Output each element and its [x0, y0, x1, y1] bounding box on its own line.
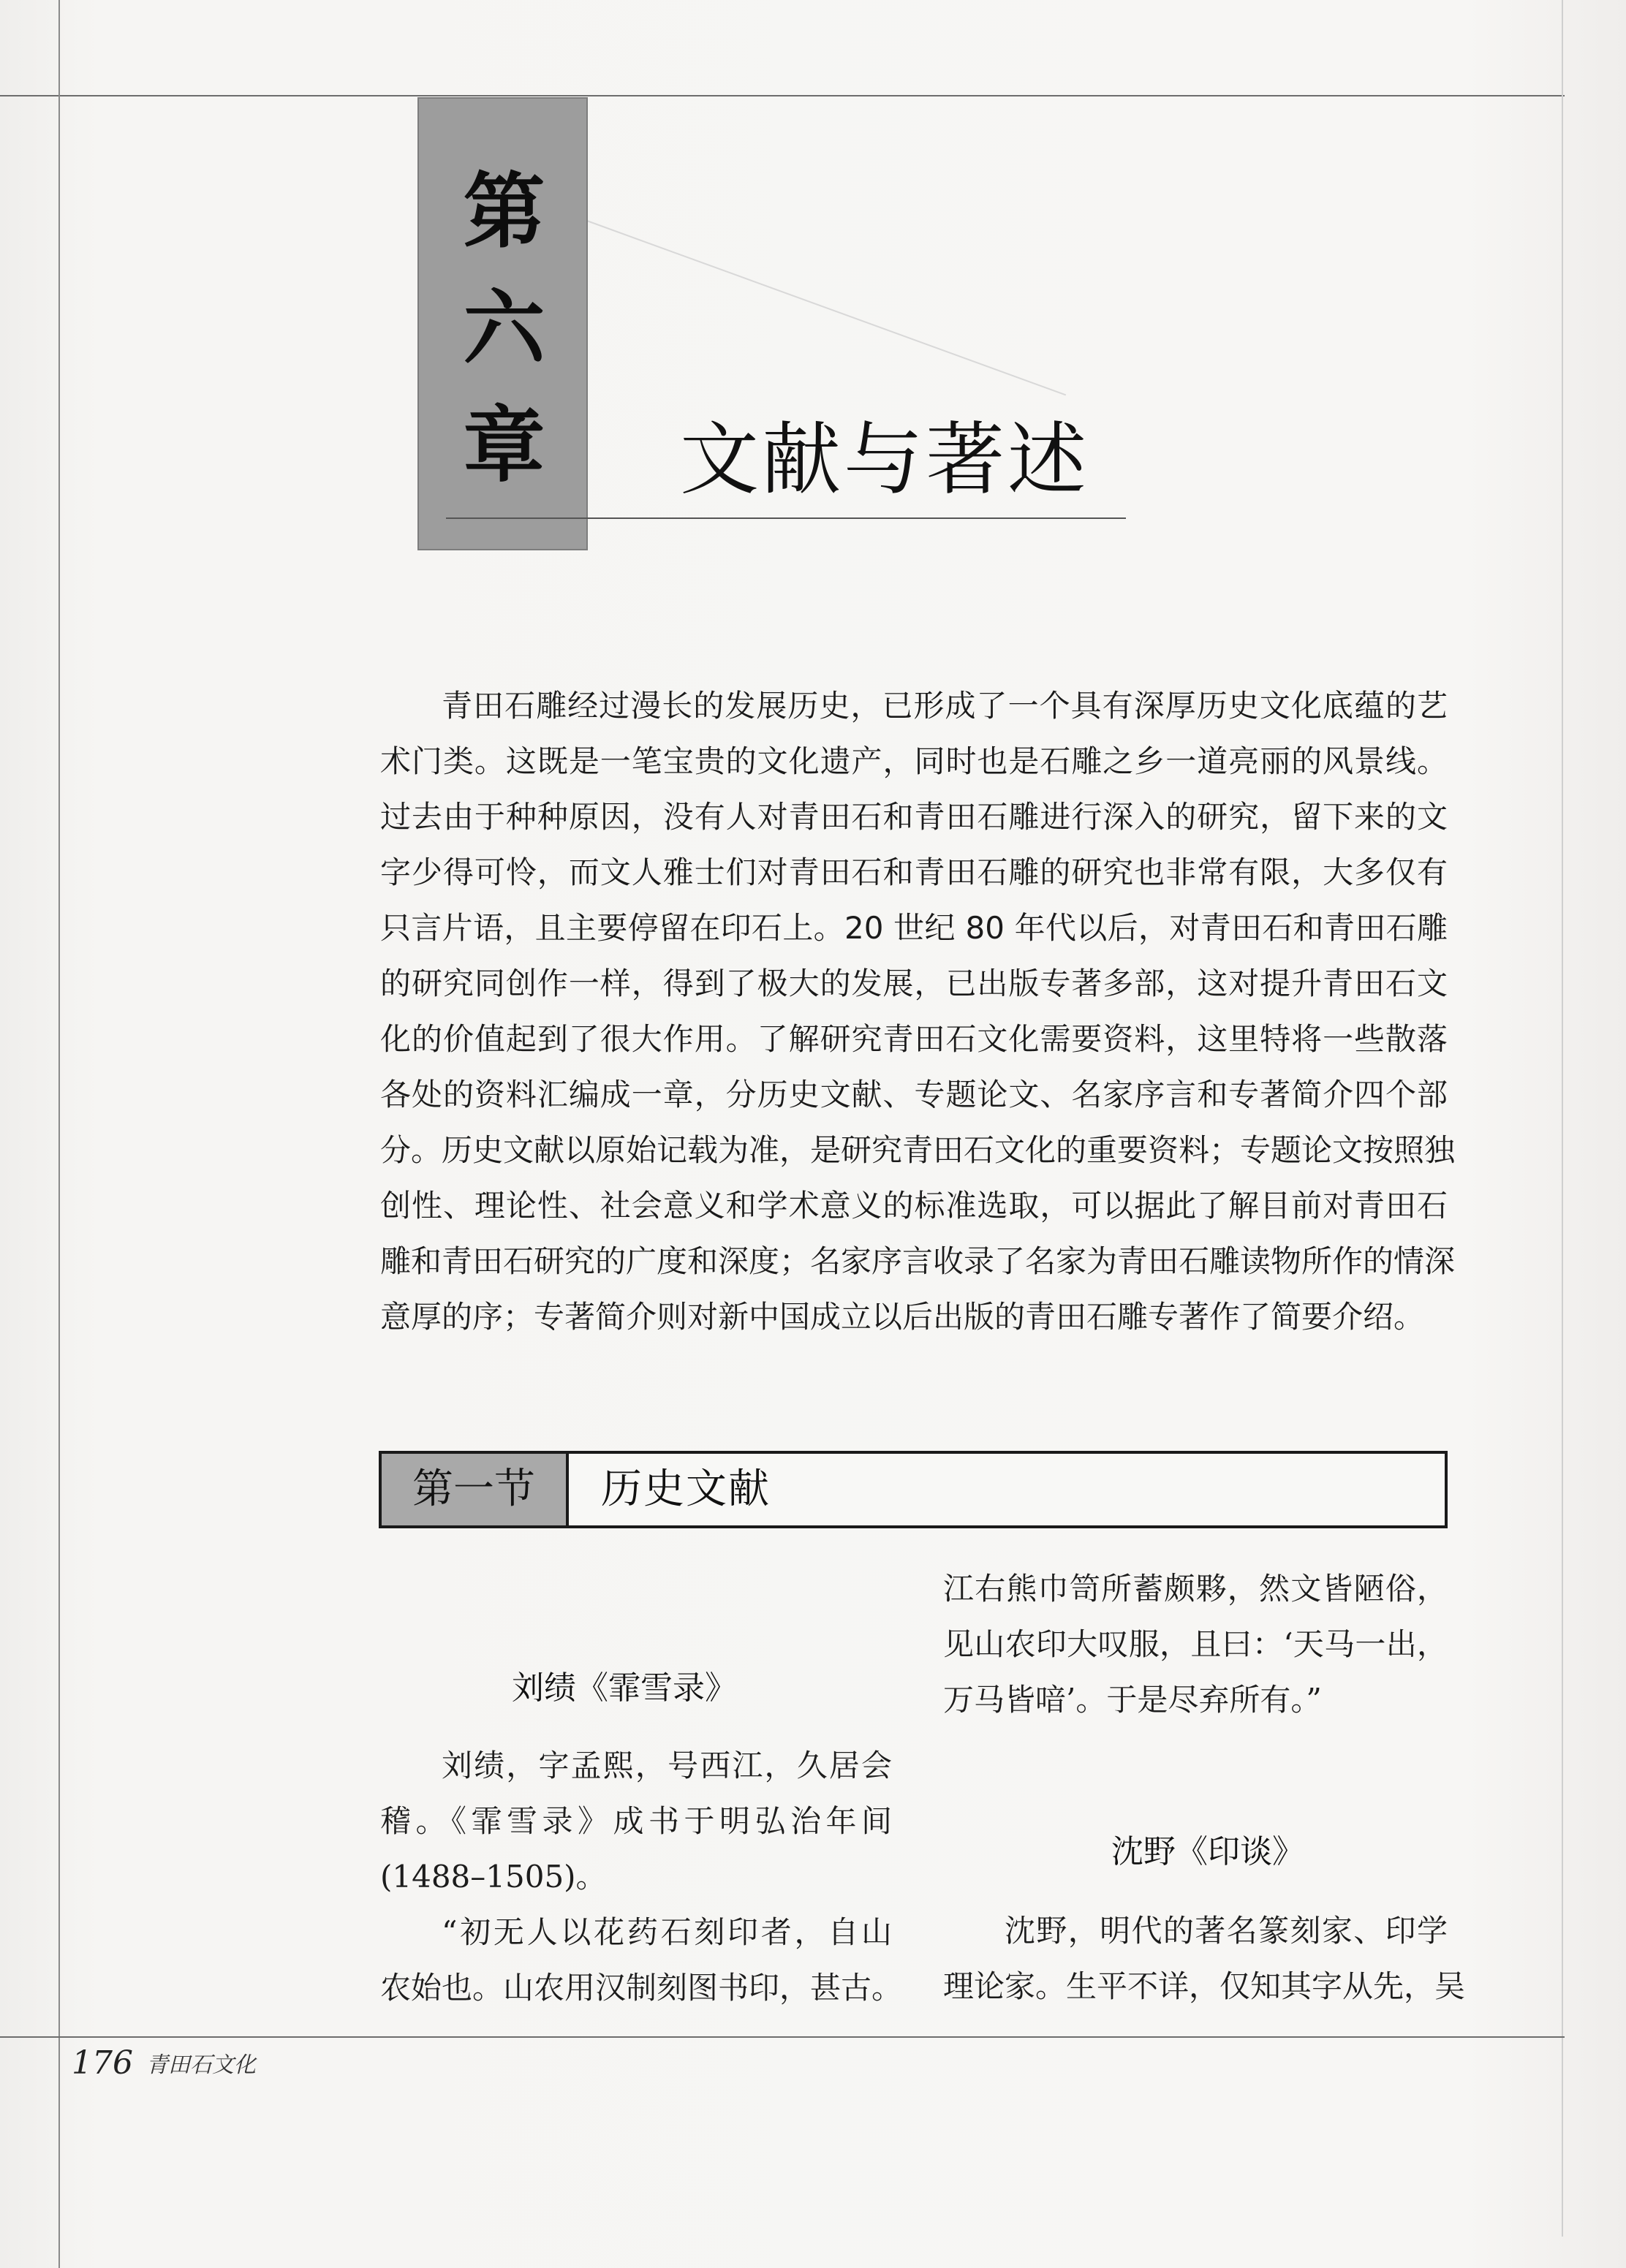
right-column-line: 江右熊巾笥所蓄颇夥，然文皆陋俗，: [943, 1571, 1448, 1607]
section-header: [379, 1451, 1448, 1528]
intro-line: 只言片语，且主要停留在印石上。20 世纪 80 年代以后，对青田石和青田石雕: [380, 910, 1448, 946]
left-column-line: 农始也。山农用汉制刻图书印，甚古。: [380, 1970, 903, 2006]
chapter-title: 文献与著述: [680, 414, 1090, 506]
right-column-bottom: [943, 1903, 1466, 2014]
intro-line: 术门类。这既是一笔宝贵的文化遗产，同时也是石雕之乡一道亮丽的风景线。: [380, 743, 1448, 779]
right-column-heading: 沈野《印谈》: [1111, 1833, 1304, 1870]
intro-line: 各处的资料汇编成一章，分历史文献、专题论文、名家序言和专著简介四个部: [380, 1077, 1448, 1112]
top-rule: [0, 95, 1565, 96]
left-column-line: (1488–1505)。: [380, 1859, 607, 1895]
intro-paragraph: [380, 678, 1456, 1345]
intro-line: 雕和青田石研究的广度和深度；名家序言收录了名家为青田石雕读物所作的情深: [380, 1243, 1456, 1279]
intro-line: 创性、理论性、社会意义和学术意义的标准选取，可以据此了解目前对青田石: [380, 1188, 1448, 1224]
section-number: 第一节: [382, 1454, 569, 1525]
right-column-line: 万马皆喑’。于是尽弃所有。”: [943, 1682, 1322, 1718]
footer-rule: [0, 2036, 1565, 2038]
chapter-label-char-2: 六: [463, 281, 545, 376]
left-column-line: 稽。《霏雪录》成书于明弘治年间: [380, 1803, 892, 1839]
page-number: 176: [72, 2044, 133, 2082]
left-margin-rule: [58, 0, 60, 2268]
right-column-top: [943, 1561, 1448, 1728]
left-column-line: “初无人以花药石刻印者，自山: [442, 1914, 892, 1950]
intro-line: 的研究同创作一样，得到了极大的发展，已出版专著多部，这对提升青田石文: [380, 966, 1448, 1001]
running-title: 青田石文化: [146, 2052, 256, 2078]
chapter-label-char-1: 第: [463, 164, 545, 259]
left-column-line: 刘绩，字孟熙，号西江，久居会: [442, 1748, 892, 1783]
right-column-line: 理论家。生平不详，仅知其字从先，吴: [943, 1968, 1466, 2004]
intro-line: 青田石雕经过漫长的发展历史，已形成了一个具有深厚历史文化底蕴的艺: [442, 688, 1448, 724]
intro-line: 分。历史文献以原始记载为准，是研究青田石文化的重要资料；专题论文按照独: [380, 1132, 1456, 1168]
right-column-line: 沈野，明代的著名篆刻家、印学: [1005, 1913, 1448, 1949]
chapter-title-underline: [446, 517, 1126, 519]
right-margin-rule: [1562, 0, 1563, 2237]
left-column-heading: 刘绩《霏雪录》: [512, 1669, 737, 1707]
intro-line: 意厚的序；专著简介则对新中国成立以后出版的青田石雕专著作了简要介绍。: [380, 1299, 1425, 1335]
chapter-label-char-3: 章: [463, 398, 545, 493]
intro-line: 字少得可怜，而文人雅士们对青田石和青田石雕的研究也非常有限，大多仅有: [380, 854, 1448, 890]
chapter-label-block: [417, 97, 588, 550]
section-title: 历史文献: [601, 1465, 771, 1513]
intro-line: 过去由于种种原因，没有人对青田石和青田石雕进行深入的研究，留下来的文: [380, 799, 1448, 835]
intro-line: 化的价值起到了很大作用。了解研究青田石文化需要资料，这里特将一些散落: [380, 1021, 1448, 1057]
left-column-body: [380, 1738, 903, 2016]
right-column-line: 见山农印大叹服，且曰：‘天马一出，: [943, 1626, 1448, 1662]
